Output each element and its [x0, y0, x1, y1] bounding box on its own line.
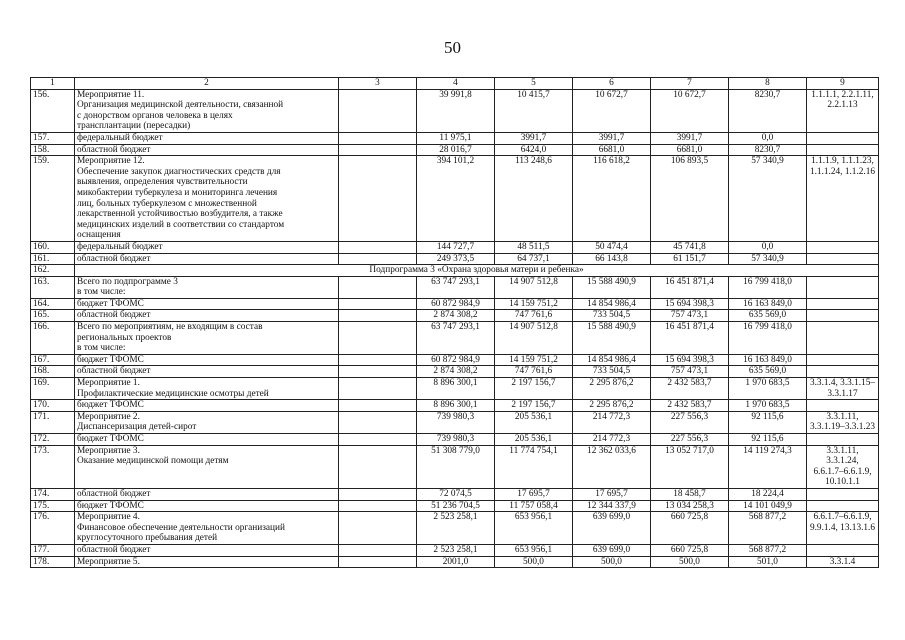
row-number-cell: 162.: [31, 265, 75, 277]
row-number-cell: 164.: [31, 298, 75, 310]
item-name-cell: областной бюджет: [75, 544, 339, 556]
row-number-cell: 167.: [31, 354, 75, 366]
row-number-cell: 159.: [31, 156, 75, 242]
value-cell-col6: 14 854 986,4: [573, 298, 651, 310]
value-cell-col4: 8 896 300,1: [417, 378, 495, 400]
row-number-cell: 176.: [31, 512, 75, 545]
value-cell-col4: 51 308 779,0: [417, 445, 495, 488]
value-cell-col4: 51 236 704,5: [417, 500, 495, 512]
reference-cell: [807, 400, 879, 412]
col3-cell: [339, 512, 417, 545]
col3-cell: [339, 132, 417, 144]
col3-cell: [339, 445, 417, 488]
table-body: [31, 78, 879, 568]
col3-cell: [339, 488, 417, 500]
value-cell-col6: 15 588 490,9: [573, 276, 651, 298]
row-number-cell: 169.: [31, 378, 75, 400]
value-cell-col6: 116 618,2: [573, 156, 651, 242]
value-cell-col5: 2 197 156,7: [495, 400, 573, 412]
value-cell-col8: 16 799 418,0: [729, 322, 807, 355]
value-cell-col8: 92 115,6: [729, 434, 807, 446]
col3-cell: [339, 298, 417, 310]
value-cell-col4: 28 016,7: [417, 144, 495, 156]
col3-cell: [339, 366, 417, 378]
item-name-cell: федеральный бюджет: [75, 241, 339, 253]
value-cell-col7: 2 432 583,7: [651, 378, 729, 400]
row-number-cell: 163.: [31, 276, 75, 298]
item-name-cell: Мероприятие 4. Финансовое обеспечение деятельности организаций круглосуточного пребывания детей: [75, 512, 339, 545]
value-cell-col6: 17 695,7: [573, 488, 651, 500]
reference-cell: 3.3.1.4, 3.3.1.15– 3.3.1.17: [807, 378, 879, 400]
item-name-cell: Всего по мероприятиям, не входящим в состав региональных проектов в том числе:: [75, 322, 339, 355]
item-name-cell: бюджет ТФОМС: [75, 400, 339, 412]
header-cell: 1: [31, 78, 75, 90]
value-cell-col5: 653 956,1: [495, 544, 573, 556]
reference-cell: 6.6.1.7–6.6.1.9, 9.9.1.4, 13.13.1.6: [807, 512, 879, 545]
value-cell-col4: 144 727,7: [417, 241, 495, 253]
value-cell-col5: 64 737,1: [495, 253, 573, 265]
reference-cell: [807, 276, 879, 298]
row-number-cell: 168.: [31, 366, 75, 378]
reference-cell: [807, 241, 879, 253]
value-cell-col5: 205 536,1: [495, 434, 573, 446]
value-cell-col6: 639 699,0: [573, 512, 651, 545]
value-cell-col7: 15 694 398,3: [651, 354, 729, 366]
value-cell-col6: 2 295 876,2: [573, 400, 651, 412]
value-cell-col7: 227 556,3: [651, 434, 729, 446]
reference-cell: [807, 253, 879, 265]
value-cell-col8: 0,0: [729, 132, 807, 144]
row-number-cell: 158.: [31, 144, 75, 156]
item-name-cell: Мероприятие 3. Оказание медицинской помощи детям: [75, 445, 339, 488]
header-cell: 8: [729, 78, 807, 90]
item-name-cell: федеральный бюджет: [75, 132, 339, 144]
header-cell: 9: [807, 78, 879, 90]
table-row: [31, 310, 879, 322]
header-cell: 5: [495, 78, 573, 90]
value-cell-col7: 15 694 398,3: [651, 298, 729, 310]
row-number-cell: 174.: [31, 488, 75, 500]
row-number-cell: 178.: [31, 556, 75, 568]
item-name-cell: областной бюджет: [75, 310, 339, 322]
table-row: [31, 298, 879, 310]
col3-cell: [339, 144, 417, 156]
value-cell-col5: 14 159 751,2: [495, 298, 573, 310]
reference-cell: [807, 144, 879, 156]
value-cell-col7: 500,0: [651, 556, 729, 568]
item-name-cell: бюджет ТФОМС: [75, 500, 339, 512]
value-cell-col4: 249 373,5: [417, 253, 495, 265]
reference-cell: 1.1.1.1, 2.2.1.11, 2.2.1.13: [807, 89, 879, 132]
reference-cell: [807, 488, 879, 500]
value-cell-col6: 214 772,3: [573, 411, 651, 433]
table-row: [31, 500, 879, 512]
header-cell: 4: [417, 78, 495, 90]
value-cell-col8: 14 101 049,9: [729, 500, 807, 512]
item-name-cell: бюджет ТФОМС: [75, 434, 339, 446]
reference-cell: [807, 354, 879, 366]
value-cell-col5: 14 907 512,8: [495, 276, 573, 298]
item-name-cell: Мероприятие 11. Организация медицинской деятельности, связанной с донорством органов человека в целях трансплантации (пересадки): [75, 89, 339, 132]
table-row: [31, 366, 879, 378]
value-cell-col4: 60 872 984,9: [417, 354, 495, 366]
value-cell-col7: 227 556,3: [651, 411, 729, 433]
table-row: [31, 512, 879, 545]
value-cell-col4: 2001,0: [417, 556, 495, 568]
value-cell-col5: 113 248,6: [495, 156, 573, 242]
value-cell-col6: 14 854 986,4: [573, 354, 651, 366]
table-row: [31, 132, 879, 144]
value-cell-col5: 48 511,5: [495, 241, 573, 253]
value-cell-col7: 10 672,7: [651, 89, 729, 132]
budget-table: [30, 77, 879, 568]
header-cell: 3: [339, 78, 417, 90]
value-cell-col6: 10 672,7: [573, 89, 651, 132]
row-number-cell: 170.: [31, 400, 75, 412]
value-cell-col7: 45 741,8: [651, 241, 729, 253]
value-cell-col6: 214 772,3: [573, 434, 651, 446]
reference-cell: [807, 298, 879, 310]
item-name-cell: областной бюджет: [75, 366, 339, 378]
col3-cell: [339, 411, 417, 433]
reference-cell: 3.3.1.11, 3.3.1.24, 6.6.1.7–6.6.1.9, 10.10.1.1: [807, 445, 879, 488]
header-cell: 7: [651, 78, 729, 90]
value-cell-col8: 568 877,2: [729, 512, 807, 545]
value-cell-col5: 653 956,1: [495, 512, 573, 545]
value-cell-col5: 747 761,6: [495, 366, 573, 378]
value-cell-col7: 16 451 871,4: [651, 276, 729, 298]
header-cell: 2: [75, 78, 339, 90]
value-cell-col6: 15 588 490,9: [573, 322, 651, 355]
value-cell-col8: 16 163 849,0: [729, 298, 807, 310]
value-cell-col7: 13 034 258,3: [651, 500, 729, 512]
value-cell-col6: 733 504,5: [573, 366, 651, 378]
col3-cell: [339, 156, 417, 242]
value-cell-col5: 14 907 512,8: [495, 322, 573, 355]
item-name-cell: Мероприятие 2. Диспансеризация детей-сирот: [75, 411, 339, 433]
value-cell-col6: 733 504,5: [573, 310, 651, 322]
value-cell-col8: 8230,7: [729, 144, 807, 156]
value-cell-col6: 6681,0: [573, 144, 651, 156]
item-name-cell: Мероприятие 12. Обеспечение закупок диагностических средств для выявления, определения чувствительности микобактерии туберкулеза и мониторинга лечения лиц, больных туберкулезом с множественной лекарственной устойчивостью возбудителя, а также медицинских изделий в соответствии со стандартом оснащения: [75, 156, 339, 242]
value-cell-col4: 39 991,8: [417, 89, 495, 132]
value-cell-col7: 16 451 871,4: [651, 322, 729, 355]
value-cell-col8: 8230,7: [729, 89, 807, 132]
value-cell-col8: 1 970 683,5: [729, 378, 807, 400]
reference-cell: [807, 544, 879, 556]
table-row: [31, 276, 879, 298]
value-cell-col4: 394 101,2: [417, 156, 495, 242]
col3-cell: [339, 310, 417, 322]
value-cell-col5: 6424,0: [495, 144, 573, 156]
table-row: [31, 253, 879, 265]
value-cell-col7: 3991,7: [651, 132, 729, 144]
table-row: [31, 156, 879, 242]
item-name-cell: бюджет ТФОМС: [75, 298, 339, 310]
value-cell-col4: 72 074,5: [417, 488, 495, 500]
value-cell-col8: 18 224,4: [729, 488, 807, 500]
value-cell-col7: 106 893,5: [651, 156, 729, 242]
value-cell-col6: 12 362 033,6: [573, 445, 651, 488]
reference-cell: [807, 310, 879, 322]
row-number-cell: 165.: [31, 310, 75, 322]
value-cell-col7: 61 151,7: [651, 253, 729, 265]
col3-cell: [339, 241, 417, 253]
item-name-cell: Мероприятие 5.: [75, 556, 339, 568]
value-cell-col8: 57 340,9: [729, 156, 807, 242]
value-cell-col6: 66 143,8: [573, 253, 651, 265]
col3-cell: [339, 276, 417, 298]
reference-cell: [807, 434, 879, 446]
row-number-cell: 166.: [31, 322, 75, 355]
value-cell-col4: 8 896 300,1: [417, 400, 495, 412]
value-cell-col8: 0,0: [729, 241, 807, 253]
page-number: 50: [444, 38, 461, 57]
value-cell-col4: 11 975,1: [417, 132, 495, 144]
table-row: [31, 411, 879, 433]
table-row: [31, 354, 879, 366]
value-cell-col5: 747 761,6: [495, 310, 573, 322]
value-cell-col8: 57 340,9: [729, 253, 807, 265]
value-cell-col5: 500,0: [495, 556, 573, 568]
table-row: [31, 241, 879, 253]
value-cell-col4: 739 980,3: [417, 434, 495, 446]
reference-cell: [807, 366, 879, 378]
value-cell-col7: 6681,0: [651, 144, 729, 156]
value-cell-col4: 2 874 308,2: [417, 366, 495, 378]
value-cell-col4: 2 523 258,1: [417, 512, 495, 545]
value-cell-col7: 660 725,8: [651, 544, 729, 556]
item-name-cell: бюджет ТФОМС: [75, 354, 339, 366]
value-cell-col6: 2 295 876,2: [573, 378, 651, 400]
row-number-cell: 171.: [31, 411, 75, 433]
value-cell-col5: 3991,7: [495, 132, 573, 144]
table-row: [31, 544, 879, 556]
item-name-cell: Мероприятие 1. Профилактические медицинские осмотры детей: [75, 378, 339, 400]
value-cell-col5: 14 159 751,2: [495, 354, 573, 366]
item-name-cell: Всего по подпрограмме 3 в том числе:: [75, 276, 339, 298]
table-row: [31, 488, 879, 500]
value-cell-col5: 205 536,1: [495, 411, 573, 433]
value-cell-col5: 2 197 156,7: [495, 378, 573, 400]
value-cell-col4: 63 747 293,1: [417, 276, 495, 298]
table-row: [31, 434, 879, 446]
reference-cell: [807, 500, 879, 512]
row-number-cell: 175.: [31, 500, 75, 512]
col3-cell: [339, 556, 417, 568]
value-cell-col7: 2 432 583,7: [651, 400, 729, 412]
row-number-cell: 172.: [31, 434, 75, 446]
item-name-cell: областной бюджет: [75, 144, 339, 156]
value-cell-col8: 501,0: [729, 556, 807, 568]
value-cell-col4: 63 747 293,1: [417, 322, 495, 355]
value-cell-col5: 17 695,7: [495, 488, 573, 500]
table-row: [31, 89, 879, 132]
value-cell-col7: 660 725,8: [651, 512, 729, 545]
value-cell-col6: 50 474,4: [573, 241, 651, 253]
value-cell-col8: 635 569,0: [729, 310, 807, 322]
item-name-cell: областной бюджет: [75, 253, 339, 265]
value-cell-col4: 2 523 258,1: [417, 544, 495, 556]
value-cell-col8: 92 115,6: [729, 411, 807, 433]
col3-cell: [339, 400, 417, 412]
col3-cell: [339, 378, 417, 400]
subprogram-title-cell: Подпрограмма 3 «Охрана здоровья матери и ребенка»: [75, 265, 879, 277]
value-cell-col7: 757 473,1: [651, 310, 729, 322]
value-cell-col5: 11 774 754,1: [495, 445, 573, 488]
value-cell-col8: 14 119 274,3: [729, 445, 807, 488]
row-number-cell: 173.: [31, 445, 75, 488]
reference-cell: 3.3.1.11, 3.3.1.19–3.3.1.23: [807, 411, 879, 433]
col3-cell: [339, 544, 417, 556]
value-cell-col8: 16 799 418,0: [729, 276, 807, 298]
value-cell-col8: 635 569,0: [729, 366, 807, 378]
value-cell-col7: 757 473,1: [651, 366, 729, 378]
value-cell-col7: 13 052 717,0: [651, 445, 729, 488]
table-row: [31, 378, 879, 400]
header-cell: 6: [573, 78, 651, 90]
row-number-cell: 160.: [31, 241, 75, 253]
value-cell-col8: 568 877,2: [729, 544, 807, 556]
col3-cell: [339, 354, 417, 366]
item-name-cell: областной бюджет: [75, 488, 339, 500]
row-number-cell: 156.: [31, 89, 75, 132]
value-cell-col4: 739 980,3: [417, 411, 495, 433]
col3-cell: [339, 500, 417, 512]
value-cell-col5: 11 757 058,4: [495, 500, 573, 512]
row-number-cell: 161.: [31, 253, 75, 265]
value-cell-col7: 18 458,7: [651, 488, 729, 500]
value-cell-col6: 12 344 337,9: [573, 500, 651, 512]
value-cell-col5: 10 415,7: [495, 89, 573, 132]
table-row: [31, 322, 879, 355]
row-number-cell: 157.: [31, 132, 75, 144]
col3-cell: [339, 322, 417, 355]
value-cell-col6: 500,0: [573, 556, 651, 568]
reference-cell: 3.3.1.4: [807, 556, 879, 568]
reference-cell: 1.1.1.9, 1.1.1.23, 1.1.1.24, 1.1.2.16: [807, 156, 879, 242]
value-cell-col6: 639 699,0: [573, 544, 651, 556]
reference-cell: [807, 322, 879, 355]
table-row: [31, 445, 879, 488]
value-cell-col8: 16 163 849,0: [729, 354, 807, 366]
subprogram-row: [31, 265, 879, 277]
col3-cell: [339, 253, 417, 265]
table-row: [31, 400, 879, 412]
table-header-row: [31, 78, 879, 90]
col3-cell: [339, 434, 417, 446]
row-number-cell: 177.: [31, 544, 75, 556]
value-cell-col4: 2 874 308,2: [417, 310, 495, 322]
reference-cell: [807, 132, 879, 144]
value-cell-col8: 1 970 683,5: [729, 400, 807, 412]
value-cell-col4: 60 872 984,9: [417, 298, 495, 310]
table-row: [31, 144, 879, 156]
table-row: [31, 556, 879, 568]
value-cell-col6: 3991,7: [573, 132, 651, 144]
col3-cell: [339, 89, 417, 132]
